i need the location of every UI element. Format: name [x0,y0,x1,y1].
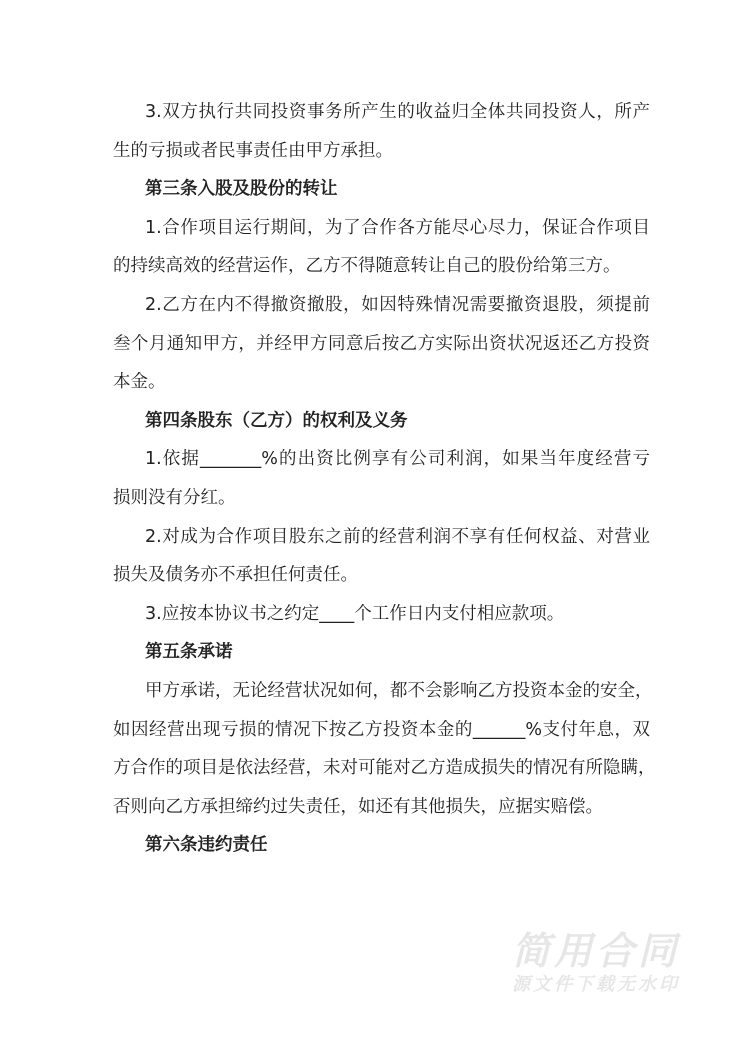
section-heading: 第五条承诺 [145,642,233,663]
paragraph-line: 1.依据_______%的出资比例享有公司利润，如果当年度经营亏 [145,449,650,470]
paragraph-line: 生的亏损或者民事责任由甲方承担。 [113,140,393,161]
paragraph-line: 的持续高效的经营运作，乙方不得随意转让自己的股份给第三方。 [113,256,621,277]
paragraph-line: 1.合作项目运行期间，为了合作各方能尽心尽力，保证合作项目 [145,217,650,238]
paragraph-line: 3.双方执行共同投资事务所产生的收益归全体共同投资人，所产 [145,102,650,122]
paragraph-line: 叁个月通知甲方，并经甲方同意后按乙方实际出资状况返还乙方投资 [113,333,650,354]
paragraph-line: 3.应按本协议书之约定____个工作日内支付相应款项。 [145,603,565,624]
paragraph-line: 否则向乙方承担缔约过失责任，如还有其他损失，应据实赔偿。 [113,796,603,817]
paragraph-line: 2.对成为合作项目股东之前的经营利润不享有任何权益、对营业 [145,526,650,547]
paragraph-line: 方合作的项目是依法经营，未对可能对乙方造成损失的情况有所隐瞒， [113,758,656,779]
watermark-title: 简用合同 [512,929,681,973]
paragraph-line: 损则没有分红。 [113,488,236,508]
paragraph-line: 甲方承诺，无论经营状况如何，都不会影响乙方投资本金的安全， [145,681,653,701]
paragraph-line: 如因经营出现亏损的情况下按乙方投资本金的______%支付年息，双 [113,719,650,740]
watermark-subtitle: 源文件下载无水印 [512,974,680,995]
section-heading: 第三条入股及股份的转让 [145,179,338,200]
paragraph-line: 损失及债务亦不承担任何责任。 [113,565,358,586]
paragraph-line: 本金。 [113,372,166,393]
paragraph-line: 2.乙方在内不得撤资撤股，如因特殊情况需要撤资退股，须提前 [145,295,650,315]
section-heading: 第四条股东（乙方）的权利及义务 [145,410,408,431]
section-heading: 第六条违约责任 [145,835,268,856]
